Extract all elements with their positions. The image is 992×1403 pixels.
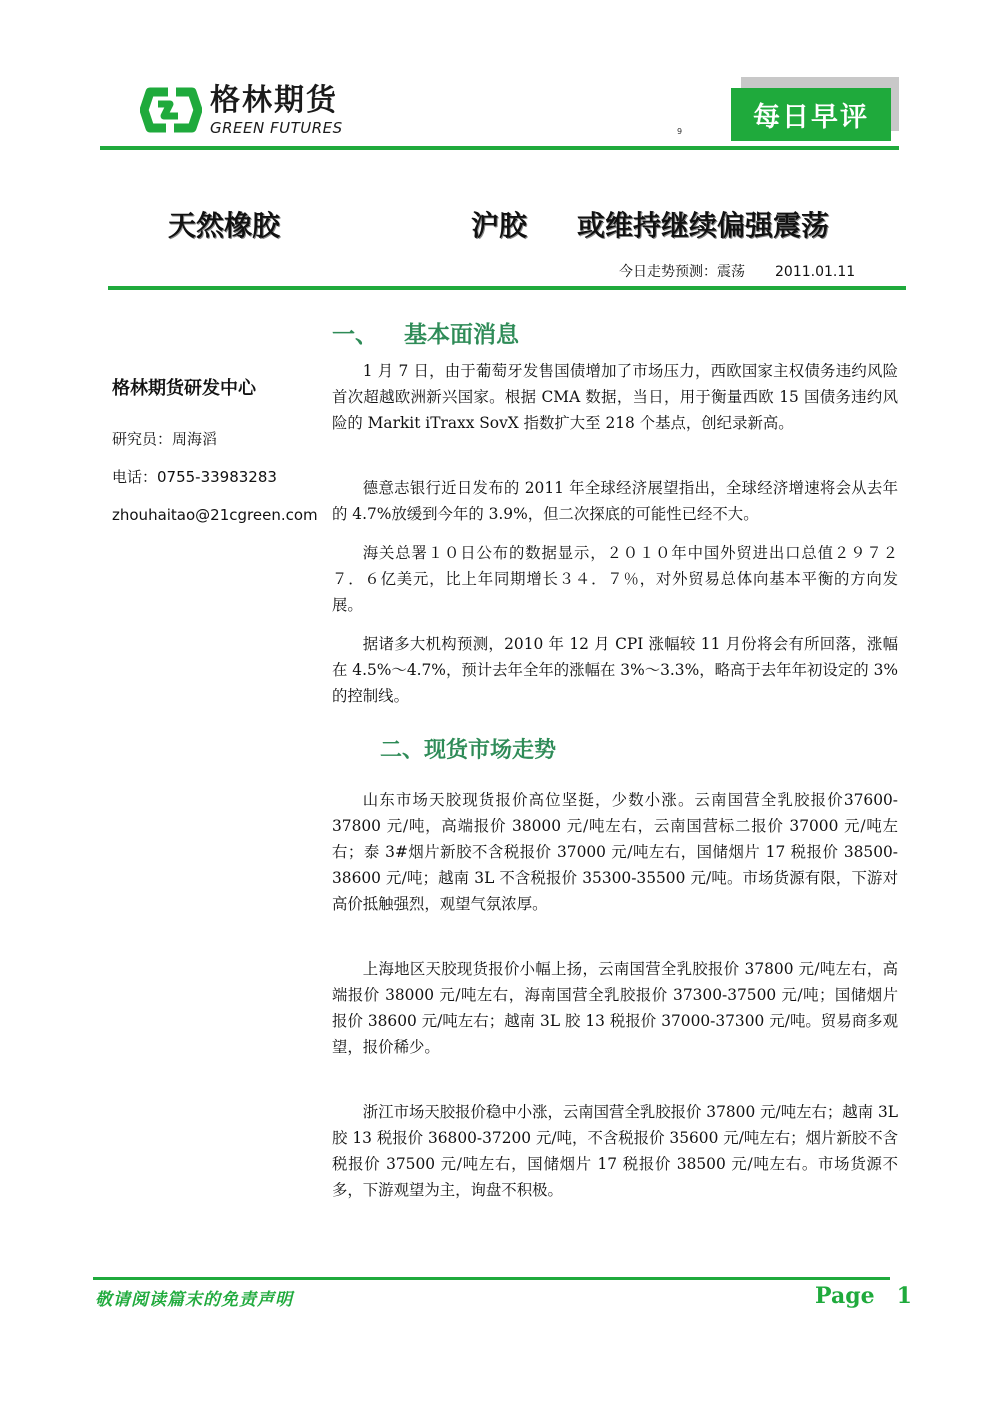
- title-headline: 或维持继续偏强震荡: [577, 209, 830, 242]
- logo-english-text: GREEN FUTURES: [210, 119, 343, 137]
- page-label: Page: [815, 1283, 875, 1309]
- title-divider: [108, 286, 906, 290]
- paragraph: 据诸多大机构预测，2010 年 12 月 CPI 涨幅较 11 月份将会有所回落，涨幅在 4.5%～4.7%，预计去年全年的涨幅在 3%～3.3%，略高于去年年初设定的 3%的控制线。: [332, 635, 898, 705]
- research-center-name: 格林期货研发中心: [112, 378, 256, 399]
- daily-review-badge: 每日早评: [731, 88, 891, 141]
- forecast-text: 今日走势预测：震荡: [619, 264, 745, 280]
- logo-chinese-text: 格林期货: [210, 83, 338, 118]
- phone-number: 电话：0755-33983283: [112, 468, 277, 486]
- page-number: [815, 1283, 912, 1309]
- page-num: 1: [896, 1283, 912, 1309]
- email-address: zhouhaitao@21cgreen.com: [112, 506, 318, 524]
- section1-heading: [332, 316, 519, 349]
- header-divider: [100, 146, 899, 150]
- section2-heading: 二、现货市场走势: [380, 738, 557, 763]
- title-market: 沪胶: [471, 209, 528, 242]
- green-futures-logo-icon: [140, 86, 202, 134]
- disclaimer-note: 敬请阅读篇末的免责声明: [95, 1290, 293, 1310]
- title-commodity: 天然橡胶: [168, 209, 281, 242]
- researcher-name: 研究员：周海滔: [112, 430, 218, 448]
- paragraph: 德意志银行近日发布的 2011 年全球经济展望指出，全球经济增速将会从去年的 4.7%放缓到今年的 3.9%，但二次探底的可能性已经不大。: [332, 479, 898, 523]
- paragraph: 浙江市场天胶报价稳中小涨，云南国营全乳胶报价 37800 元/吨左右；越南 3L 胶 13 税报价 36800-37200 元/吨，不含税报价 35600 元/吨左右；烟片新胶不含税报价 37500 元/吨左右，国储烟片 17 税报价 38500 元/吨左右。市场货源不多，下游观望为主，询盘不积极。: [332, 1103, 898, 1199]
- paragraph: 上海地区天胶现货报价小幅上扬，云南国营全乳胶报价 37800 元/吨左右，高端报价 38000 元/吨左右，海南国营全乳胶报价 37300-37500 元/吨；国储烟片报价 38600 元/吨左右；越南 3L 胶 13 税报价 37000-37300 元/吨。贸易商多观望，报价稀少。: [332, 960, 898, 1056]
- section1-number: 一、: [332, 322, 378, 348]
- paragraph: 山东市场天胶现货报价高位坚挺，少数小涨。云南国营全乳胶报价37600-37800 元/吨，高端报价 38000 元/吨左右，云南国营标二报价 37000 元/吨左右；泰 3#烟片新胶不含税报价 37000 元/吨左右，国储烟片 17 税报价 38500-38600 元/吨；越南 3L 不含税报价 35300-35500 元/吨。市场货源有限，下游对高价抵触强烈，观望气氛浓厚。: [332, 791, 898, 913]
- paragraph: 1 月 7 日，由于葡萄牙发售国债增加了市场压力，西欧国家主权债务违约风险首次超越欧洲新兴国家。根据 CMA 数据，当日，用于衡量西欧 15 国债务违约风险的 Markit iTraxx SovX 指数扩大至 218 个基点，创纪录新高。: [332, 362, 898, 432]
- forecast-line: [619, 261, 855, 281]
- section1-title: 基本面消息: [404, 322, 519, 348]
- footer-divider: [93, 1277, 890, 1280]
- report-date: 2011.01.11: [775, 264, 856, 280]
- page-mark: 9: [677, 127, 683, 136]
- paragraph: 海关总署１０日公布的数据显示，２０１０年中国外贸进出口总值２９７２７．６亿美元，比上年同期增长３４．７％，对外贸易总体向基本平衡的方向发展。: [332, 544, 898, 614]
